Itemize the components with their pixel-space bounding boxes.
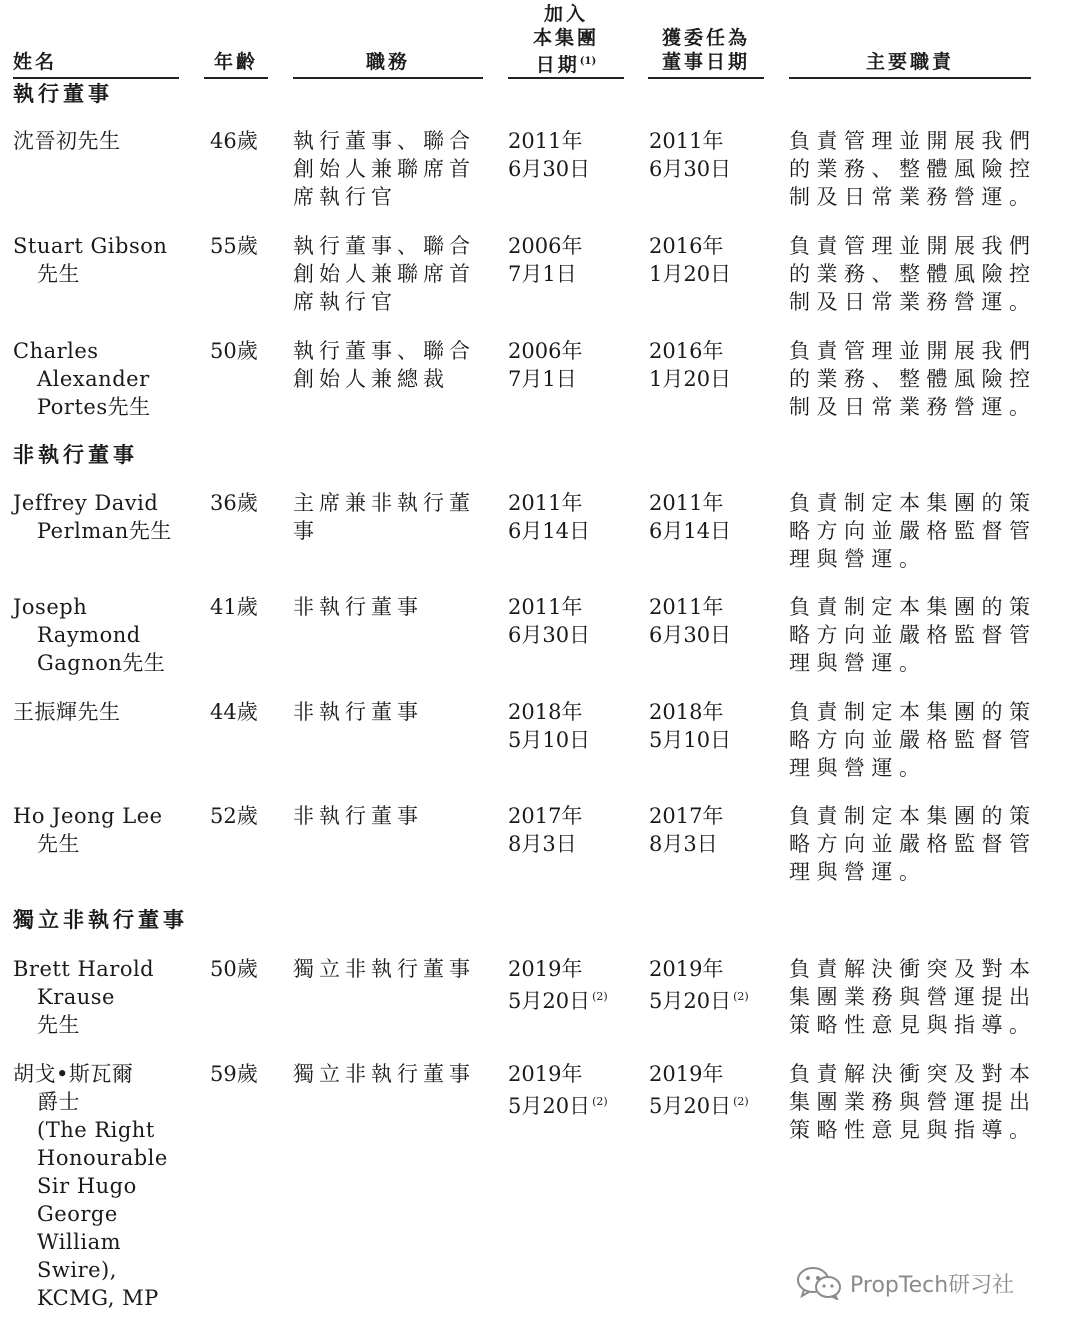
director-age: 41歲 [210, 595, 258, 619]
join-date [508, 802, 638, 858]
director-position: 主席兼非執行董事 [293, 491, 475, 543]
director-responsibility: 負責制定本集團的策 略方向並嚴格監督管 理與營運。 [789, 595, 1037, 675]
date-line [649, 983, 779, 1015]
date-text: 2019年 [649, 1062, 724, 1086]
date-text: 2019年 [508, 957, 583, 981]
header-appoint-line-2: 董事日期 [661, 51, 750, 73]
date-text: 1月20日 [649, 367, 732, 391]
date-text: 2019年 [508, 1062, 583, 1086]
date-text: 6月14日 [508, 519, 591, 543]
date-line [649, 365, 779, 393]
director-name-line: Jeffrey David [13, 491, 159, 515]
director-responsibility: 負責制定本集團的策 略方向並嚴格監督管 理與營運。 [789, 804, 1037, 884]
date-text: 1月20日 [649, 262, 732, 286]
director-name-line: Krause [37, 985, 115, 1009]
header-appoint-line-1: 獲委任為 [661, 27, 750, 49]
date-text: 2011年 [508, 595, 583, 619]
director-name-line: Gagnon先生 [37, 651, 166, 675]
wechat-icon [796, 1266, 842, 1300]
date-text: 2019年 [649, 957, 724, 981]
date-text: 5月10日 [649, 728, 732, 752]
director-name-line: Ho Jeong Lee [13, 804, 163, 828]
date-text: 2011年 [508, 129, 583, 153]
date-line [508, 155, 638, 183]
date-text: 5月20日 [649, 989, 732, 1013]
director-age: 59歲 [210, 1062, 258, 1086]
date-line [508, 127, 638, 155]
header-rule-appoint [648, 77, 764, 79]
director-age: 44歲 [210, 700, 258, 724]
director-name [13, 593, 198, 677]
join-date [508, 698, 638, 754]
director-position: 獨立非執行董事 [293, 1062, 475, 1086]
header-age: 年齡 [213, 51, 258, 73]
join-date [508, 955, 638, 1015]
join-date [508, 127, 638, 183]
date-text: 2017年 [508, 804, 583, 828]
date-line [649, 517, 779, 545]
join-date [508, 489, 638, 545]
join-date [508, 1060, 638, 1120]
header-name: 姓名 [13, 51, 58, 73]
date-text: 5月20日 [508, 989, 591, 1013]
header-join-line-1: 加入 [543, 3, 588, 25]
date-line [508, 365, 638, 393]
director-name-line: Alexander [37, 367, 150, 391]
date-text: 6月14日 [649, 519, 732, 543]
watermark-text: PropTech研习社 [850, 1272, 1015, 1298]
director-name-line: Charles [13, 339, 99, 363]
appointment-date [649, 1060, 779, 1120]
header-rule-responsibility [789, 77, 1031, 79]
director-responsibility: 負責制定本集團的策 略方向並嚴格監督管 理與營運。 [789, 491, 1037, 571]
date-line [649, 698, 779, 726]
date-line [508, 726, 638, 754]
date-line [508, 232, 638, 260]
header-join-date [508, 2, 624, 77]
director-name-line: 先生 [37, 832, 80, 856]
date-line [508, 593, 638, 621]
director-responsibility: 負責解決衝突及對本 集團業務與營運提出 策略性意見與指導。 [789, 1062, 1037, 1142]
header-rule-join [508, 77, 624, 79]
director-position: 執行董事、聯合 創始人兼聯席首 席執行官 [293, 234, 475, 314]
date-text: 5月20日 [649, 1094, 732, 1118]
appointment-date [649, 802, 779, 858]
director-position: 非執行董事 [293, 804, 423, 828]
director-name [13, 955, 198, 1039]
appointment-date [649, 489, 779, 545]
date-line [508, 698, 638, 726]
director-name [13, 232, 198, 288]
director-position: 非執行董事 [293, 700, 423, 724]
header-appoint-date [648, 26, 764, 74]
date-line [649, 802, 779, 830]
section-heading: 執行董事 [13, 81, 113, 106]
date-text: 5月10日 [508, 728, 591, 752]
director-age: 50歲 [210, 957, 258, 981]
date-text: 6月30日 [508, 157, 591, 181]
date-line [649, 155, 779, 183]
director-responsibility: 負責管理並開展我們 的業務、整體風險控 制及日常業務營運。 [789, 339, 1037, 419]
appointment-date [649, 337, 779, 393]
director-name-line: 沈晉初先生 [13, 129, 121, 153]
director-name-line: 爵士 [37, 1090, 80, 1114]
date-line [508, 830, 638, 858]
watermark [796, 1266, 1014, 1300]
date-line [508, 260, 638, 288]
director-position: 非執行董事 [293, 595, 423, 619]
director-position: 執行董事、聯合 創始人兼聯席首 席執行官 [293, 129, 475, 209]
director-responsibility: 負責管理並開展我們 的業務、整體風險控 制及日常業務營運。 [789, 129, 1037, 209]
director-name-line: Sir Hugo [37, 1174, 137, 1198]
director-name [13, 337, 198, 421]
director-name-line: William [37, 1230, 122, 1254]
director-name [13, 1060, 198, 1312]
director-name-line: 王振輝先生 [13, 700, 121, 724]
date-text: 6月30日 [508, 623, 591, 647]
date-text: 2011年 [649, 491, 724, 515]
director-name [13, 127, 198, 155]
director-position: 獨立非執行董事 [293, 957, 475, 981]
date-line [649, 955, 779, 983]
director-responsibility: 負責管理並開展我們 的業務、整體風險控 制及日常業務營運。 [789, 234, 1037, 314]
date-line [508, 621, 638, 649]
header-rule-name [13, 77, 179, 79]
director-age: 52歲 [210, 804, 258, 828]
date-line [508, 337, 638, 365]
date-text: 7月1日 [508, 262, 577, 286]
date-text: 2006年 [508, 234, 583, 258]
director-name [13, 489, 198, 545]
appointment-date [649, 955, 779, 1015]
date-text: 2017年 [649, 804, 724, 828]
director-name-line: George [37, 1202, 118, 1226]
join-date [508, 337, 638, 393]
header-position: 職務 [365, 51, 410, 73]
section-heading: 獨立非執行董事 [13, 907, 188, 932]
date-line [508, 1088, 638, 1120]
director-age: 46歲 [210, 129, 258, 153]
date-text: 2006年 [508, 339, 583, 363]
director-name-line: Perlman先生 [37, 519, 172, 543]
director-name-line: Brett Harold [13, 957, 155, 981]
date-line [649, 726, 779, 754]
date-text: 6月30日 [649, 157, 732, 181]
date-line [508, 802, 638, 830]
date-line [649, 1060, 779, 1088]
date-text: 7月1日 [508, 367, 577, 391]
date-line [508, 489, 638, 517]
director-age: 55歲 [210, 234, 258, 258]
director-name-line: Portes先生 [37, 395, 151, 419]
director-name-line: 胡戈•斯瓦爾 [13, 1062, 134, 1086]
date-line [649, 830, 779, 858]
date-text: 2011年 [649, 595, 724, 619]
date-line [508, 955, 638, 983]
date-text: 5月20日 [508, 1094, 591, 1118]
director-name-line: 先生 [37, 262, 80, 286]
header-rule-age [204, 77, 268, 79]
director-name-line: Raymond [37, 623, 141, 647]
date-line [508, 1060, 638, 1088]
footnote-marker: (2) [592, 1095, 608, 1108]
join-date [508, 593, 638, 649]
date-line [649, 232, 779, 260]
header-rule-position [293, 77, 483, 79]
director-age: 36歲 [210, 491, 258, 515]
header-join-line-3: 日期$^{(1)}$ [535, 54, 597, 76]
date-text: 8月3日 [649, 832, 718, 856]
date-text: 2016年 [649, 339, 724, 363]
date-text: 2011年 [508, 491, 583, 515]
director-responsibility: 負責制定本集團的策 略方向並嚴格監督管 理與營運。 [789, 700, 1037, 780]
director-name-line: 先生 [37, 1013, 80, 1037]
director-age: 50歲 [210, 339, 258, 363]
date-line [649, 489, 779, 517]
footnote-marker: (2) [733, 1095, 749, 1108]
date-text: 2016年 [649, 234, 724, 258]
director-name-line: Honourable [37, 1146, 168, 1170]
director-name-line: Joseph [13, 595, 88, 619]
director-name-line: KCMG, MP [37, 1286, 159, 1310]
date-line [649, 337, 779, 365]
footnote-marker: (2) [592, 990, 608, 1003]
date-text: 2018年 [649, 700, 724, 724]
appointment-date [649, 698, 779, 754]
date-line [508, 983, 638, 1015]
director-responsibility: 負責解決衝突及對本 集團業務與營運提出 策略性意見與指導。 [789, 957, 1037, 1037]
date-line [649, 1088, 779, 1120]
appointment-date [649, 127, 779, 183]
date-text: 6月30日 [649, 623, 732, 647]
date-line [649, 593, 779, 621]
date-line [649, 260, 779, 288]
date-line [508, 517, 638, 545]
section-heading: 非執行董事 [13, 442, 138, 467]
appointment-date [649, 593, 779, 649]
header-join-line-2: 本集團 [532, 27, 599, 49]
footnote-marker: (2) [733, 990, 749, 1003]
date-line [649, 621, 779, 649]
header-responsibility: 主要職責 [865, 51, 954, 73]
director-name [13, 802, 198, 858]
director-name-line: (The Right [37, 1118, 155, 1142]
join-date [508, 232, 638, 288]
director-name-line: Stuart Gibson [13, 234, 168, 258]
date-line [649, 127, 779, 155]
director-name [13, 698, 198, 726]
date-text: 2018年 [508, 700, 583, 724]
director-name-line: Swire), [37, 1258, 117, 1282]
footnote-marker: (1) [579, 56, 597, 67]
date-text: 2011年 [649, 129, 724, 153]
appointment-date [649, 232, 779, 288]
date-text: 8月3日 [508, 832, 577, 856]
director-position: 執行董事、聯合 創始人兼總裁 [293, 339, 475, 391]
